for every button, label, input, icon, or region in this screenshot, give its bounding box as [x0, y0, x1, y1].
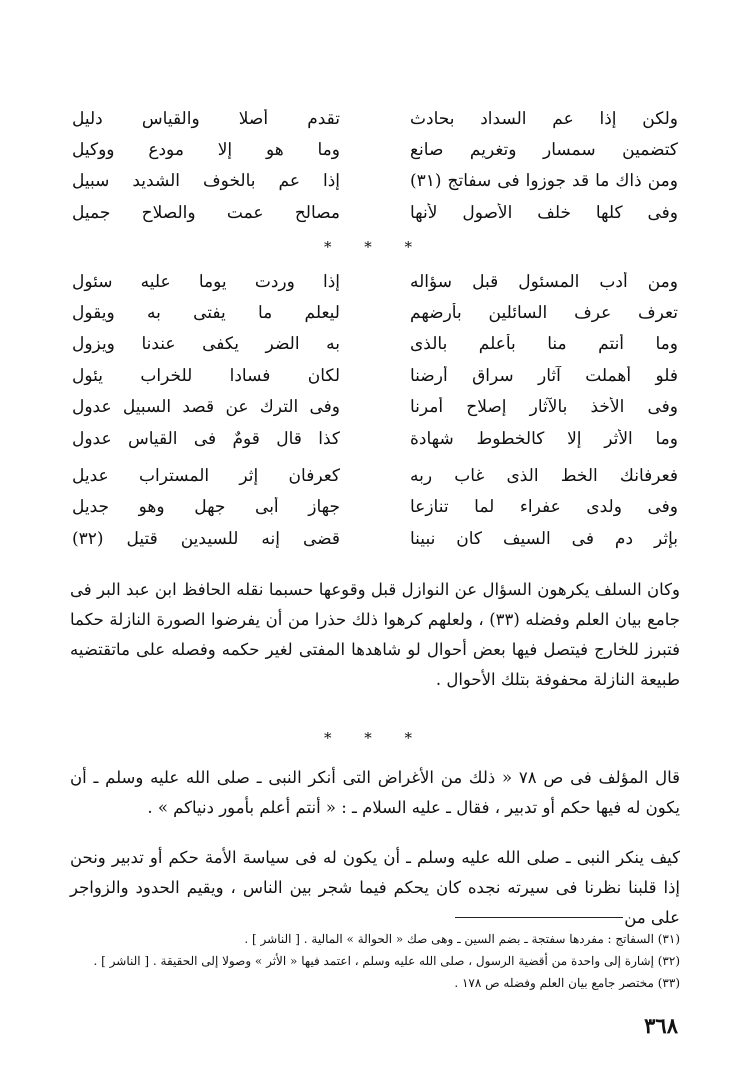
couplet — [72, 166, 678, 197]
second-hemistich: كذا قال قومٌ فى القياس عدول — [72, 428, 340, 449]
section-separator: * * * — [323, 238, 427, 256]
second-hemistich: به الضر يكفى عندنا ويزول — [72, 334, 340, 355]
first-hemistich: تعرف عرف السائلين بأرضهم — [410, 303, 678, 324]
first-hemistich: وفى الأخذ بالآثار إصلاح أمرنا — [410, 397, 678, 418]
poem-1 — [72, 103, 678, 229]
couplet — [72, 266, 678, 297]
second-hemistich: قضى إنه للسيدين قتيل (٣٢) — [72, 528, 340, 549]
couplet — [72, 329, 678, 360]
second-hemistich: وما هو إلا مودع ووكيل — [72, 140, 340, 161]
first-hemistich: ولكن إذا عم السداد بحادث — [410, 108, 678, 129]
paragraph-response: كيف ينكر النبى ـ صلى الله عليه وسلم ـ أن يكون له فى سياسة الأمة حكم أو تدبير ونحن إذا قلبنا نظرنا فى سيرته نجده كان يحكم فيما شجر بين الناس ، ويقيم الحدود والزواجر على من — [70, 848, 680, 927]
second-hemistich: مصالح عمت والصلاح جميل — [72, 202, 340, 223]
couplet — [72, 423, 678, 454]
poem-2 — [72, 266, 678, 555]
first-hemistich: فلو أهملت آثار سراق أرضنا — [410, 365, 678, 386]
couplet — [72, 392, 678, 423]
couplet — [72, 103, 678, 134]
section-separator: * * * — [323, 729, 427, 747]
first-hemistich: فعرفانك الخط الذى غاب ربه — [410, 466, 678, 487]
second-hemistich: تقدم أصلا والقياس دليل — [72, 108, 340, 129]
first-hemistich: وفى ولدى عفراء لما تنازعا — [410, 497, 678, 518]
first-hemistich: وفى كلها خلف الأصول لأنها — [410, 202, 678, 223]
first-hemistich: وما أنتم منا بأعلم بالذى — [410, 334, 678, 355]
couplet — [72, 523, 678, 554]
couplet — [72, 492, 678, 523]
second-hemistich: إذا وردت يوما عليه سئول — [72, 271, 340, 292]
footnote-33: (٣٣) مختصر جامع بيان العلم وفضله ص ١٧٨ . — [454, 976, 680, 990]
first-hemistich: بإثر دم فى السيف كان نبينا — [410, 528, 678, 549]
couplet — [72, 297, 678, 328]
first-hemistich: ومن أدب المسئول قبل سؤاله — [410, 271, 678, 292]
page-number: ٣٦٨ — [644, 1013, 678, 1038]
couplet — [72, 360, 678, 391]
second-hemistich: لكان فسادا للخراب يئول — [72, 365, 340, 386]
footnotes — [80, 928, 680, 994]
first-hemistich: وما الأثر إلا كالخطوط شهادة — [410, 428, 678, 449]
couplet — [72, 134, 678, 165]
footnote-divider — [455, 917, 623, 918]
paragraph-author-quote: قال المؤلف فى ص ٧٨ « ذلك من الأغراض التى أنكر النبى ـ صلى الله عليه وسلم ـ أن يكون له فيها حكم أو تدبير ، فقال ـ عليه السلام ـ : « أنتم أعلم بأمور دنياكم » . — [70, 768, 680, 817]
second-hemistich: إذا عم بالخوف الشديد سبيل — [72, 171, 340, 192]
first-hemistich: كتضمين سمسار وتغريم صانع — [410, 140, 678, 161]
second-hemistich: وفى الترك عن قصد السبيل عدول — [72, 397, 340, 418]
second-hemistich: ليعلم ما يفتى به ويقول — [72, 303, 340, 324]
second-hemistich: جهاز أبى جهل وهو جديل — [72, 497, 340, 518]
couplet — [72, 197, 678, 228]
paragraph-salaf: وكان السلف يكرهون السؤال عن النوازل قبل وقوعها حسبما نقله الحافظ ابن عبد البر فى جامع بيان العلم وفضله (٣٣) ، ولعلهم كرهوا ذلك حذرا من أن يفرضوا الصورة النازلة حكما فتبرز للخارج فيتصل فيها بعض أحوال لو شاهدها المفتى لغير حكمه وفصله على ماتقتضيه طبيعة النازلة محفوفة بتلك الأحوال . — [70, 580, 680, 689]
couplet — [72, 460, 678, 491]
first-hemistich: ومن ذاك ما قد جوزوا فى سفاتج (٣١) — [410, 171, 678, 192]
second-hemistich: كعرفان إثر المستراب عديل — [72, 466, 340, 487]
footnote-32: (٣٢) إشارة إلى واحدة من أقضية الرسول ، صلى الله عليه وسلم ، اعتمد فيها « الأثر » وصولا إلى الحقيقة . [ الناشر ] . — [93, 954, 680, 968]
footnote-31: (٣١) السفاتج : مفردها سفتجة ـ بضم السين ـ وهى صك « الحوالة » المالية . [ الناشر ] . — [244, 932, 680, 946]
